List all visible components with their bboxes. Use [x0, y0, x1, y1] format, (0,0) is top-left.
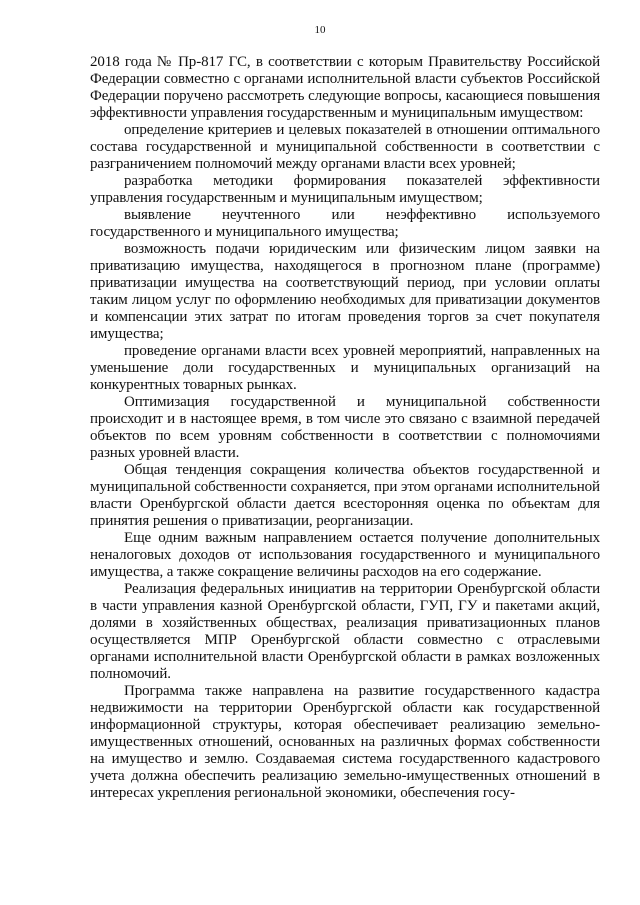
list-item-reduce-share: проведение органами власти всех уровней мероприятий, направленных на уменьшение доли государственных и муниципальных организаций на конкурентных товарных рынках.	[90, 343, 600, 393]
paragraph-federal-initiatives: Реализация федеральных инициатив на территории Оренбургской области в части управления казной Оренбургской области, ГУП, ГУ и пакетами акций, долями в хозяйственных обществах, реализация приватизационных планов осуществляется МПР Оренбургской области совместно с отраслевыми органами исполнительной власти Оренбургской области в рамках возложенных полномочий.	[90, 581, 600, 682]
body-text	[90, 54, 600, 802]
list-item-unaccounted-property: выявление неучтенного или неэффективно используемого государственного и муниципального имущества;	[90, 207, 600, 240]
paragraph-optimization: Оптимизация государственной и муниципальной собственности происходит и в настоящее время, в том числе это связано с взаимной передачей объектов по всем уровням собственности в соответствии с полномочиями разных уровней власти.	[90, 394, 600, 461]
paragraph-continuation: 2018 года № Пр-817 ГС, в соответствии с которым Правительству Российской Федерации совместно с органами исполнительной власти субъектов Российской Федерации поручено рассмотреть следующие вопросы, касающиеся повышения эффективности управления государственным и муниципальным имуществом:	[90, 54, 600, 121]
list-item-privatization-application: возможность подачи юридическим или физическим лицом заявки на приватизацию имущества, находящегося в прогнозном плане (программе) приватизации имущества на соответствующий период, при условии оплаты таким лицом услуг по оформлению необходимых для приватизации документов и компенсации этих затрат по итогам проведения торгов за счет покупателя имущества;	[90, 241, 600, 342]
page-number: 10	[314, 24, 326, 36]
list-item-criteria: определение критериев и целевых показателей в отношении оптимального состава государственной и муниципальной собственности в соответствии с разграничением полномочий между органами власти всех уровней;	[90, 122, 600, 172]
paragraph-cadastre: Программа также направлена на развитие государственного кадастра недвижимости на территории Оренбургской области как государственной информационной структуры, которая обеспечивает реализацию земельно-имущественных отношений, основанных на различных формах собственности на имущество и землю. Создаваемая система государственного кадастрового учета должна обеспечить реализацию земельно-имущественных отношений в интересах укрепления региональной экономики, обеспечения госу-	[90, 683, 600, 801]
list-item-methodology: разработка методики формирования показателей эффективности управления государственным и муниципальным имуществом;	[90, 173, 600, 206]
paragraph-reduction-trend: Общая тенденция сокращения количества объектов государственной и муниципальной собственности сохраняется, при этом органами исполнительной власти Оренбургской области дается всесторонняя оценка по объектам для принятия решения о приватизации, реорганизации.	[90, 462, 600, 529]
paragraph-non-tax-income: Еще одним важным направлением остается получение дополнительных неналоговых доходов от использования государственного и муниципального имущества, а также сокращение величины расходов на его содержание.	[90, 530, 600, 580]
